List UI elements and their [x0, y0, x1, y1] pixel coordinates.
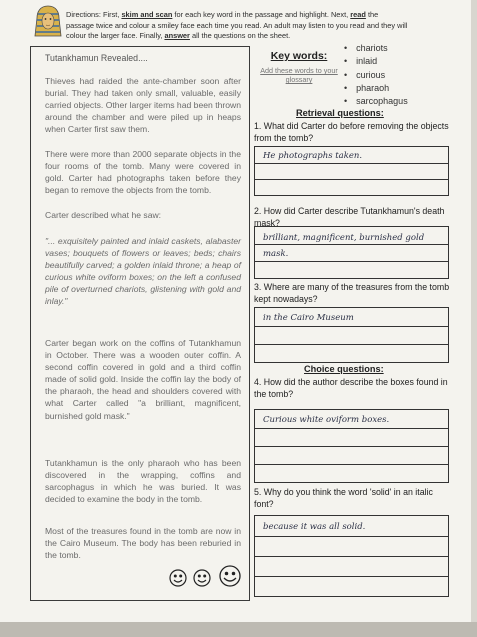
answer-box-3[interactable] [254, 307, 449, 363]
answer-3-text: in the Cairo Museum [263, 313, 354, 323]
passage-paragraph: There were more than 2000 separate objects in the four rooms of the tomb. Many were covered in gold. Carter had photographs taken before they began to remove the objects from the tomb. [45, 149, 241, 196]
directions-text: Directions: First, skim and scan for each key word in the passage and highlight. Next, read the passage twice and colour a smiley face each time you read. An adult may listen to you read and they will colour the larger face. Finally, answer all the questions on the sheet. [66, 10, 408, 40]
key-words-title: Key words: [270, 50, 328, 62]
answer-4-text: Curious white oviform boxes. [263, 415, 390, 425]
passage-paragraph: Carter began work on the coffins of Tutankhamun in October. There was a wooden outer coffin. A second coffin covered in gold and a third coffin made of solid gold. Inside the coffin lay the body of the pharaoh, the head and shoulders covered with what Carter called "a brilliant, magnificent, burnished gold mask." [45, 338, 241, 421]
page-edge-shadow [471, 0, 477, 637]
question-1: 1. What did Carter do before removing the objects from the tomb? [254, 121, 449, 143]
pharaoh-mask-icon [34, 4, 62, 38]
answer-box-1[interactable] [254, 146, 449, 196]
answer-box-2[interactable] [254, 226, 449, 279]
answer-5-text: because it was all solid. [263, 522, 366, 532]
key-word: • inlaid [344, 55, 454, 68]
glossary-note: Add these words to your glossary [260, 66, 338, 84]
key-word: • pharaoh [344, 82, 454, 95]
large-smiley-face-icon [220, 566, 240, 586]
passage-paragraph: Most of the treasures found in the tomb are now in the Cairo Museum. The body has been reburied in the tomb. [45, 526, 241, 561]
answer-1-text: He photographs taken. [263, 151, 363, 161]
key-words-panel [260, 50, 338, 102]
skim-and-scan-label: skim and scan [121, 10, 173, 19]
question-2: 2. How did Carter describe Tutankhamun's death mask? [254, 206, 445, 228]
key-word: • sarcophagus [344, 95, 454, 108]
answer-2-text: brilliant, magnificent, burnished gold [263, 233, 425, 243]
passage-paragraph: Tutankhamun is the only pharaoh who has been discovered in the wrapping, coffins and sarcophagus in which he was buried. It was decided to examine the body in the tomb. [45, 458, 241, 505]
passage-quote: "... exquisitely painted and inlaid caskets, alabaster vases; bouquets of flowers or leaves; beds; chairs beautifully carved; a golden inlaid throne; a heap of curious white oviform boxes; on the left a confused pile of overturned chariots, glistening with gold and inlay." [45, 236, 241, 307]
key-word: • curious [344, 69, 454, 82]
choice-heading: Choice questions: [304, 364, 384, 374]
key-words-list [344, 42, 454, 108]
answer-2-text-line-2: mask. [263, 249, 289, 259]
page-bottom-shadow [0, 622, 477, 637]
question-3: 3. Where are many of the treasures from the tomb kept nowadays? [254, 282, 450, 304]
smiley-face-icon [170, 570, 186, 586]
smiley-face-icon [194, 570, 210, 586]
answer-box-4[interactable] [254, 409, 449, 483]
passage-paragraph: Thieves had raided the ante-chamber soon after burial. They had taken only small, valuable, easily carried objects. Other larger items had been thrown around the chamber and were piled up in heaps when Carter first saw them. [45, 76, 241, 135]
answer-label: answer [164, 31, 190, 40]
question-4: 4. How did the author describe the boxes found in the tomb? [254, 377, 448, 399]
reading-smiley-faces[interactable] [166, 565, 246, 587]
key-word: • chariots [344, 42, 454, 55]
read-label: read [350, 10, 366, 19]
retrieval-heading: Retrieval questions: [296, 108, 384, 118]
reading-passage [30, 46, 250, 601]
passage-title: Tutankhamun Revealed.... [45, 53, 148, 63]
answer-box-5[interactable] [254, 515, 449, 597]
question-5: 5. Why do you think the word 'solid' in an italic font? [254, 487, 433, 509]
passage-paragraph: Carter described what he saw: [45, 210, 162, 220]
